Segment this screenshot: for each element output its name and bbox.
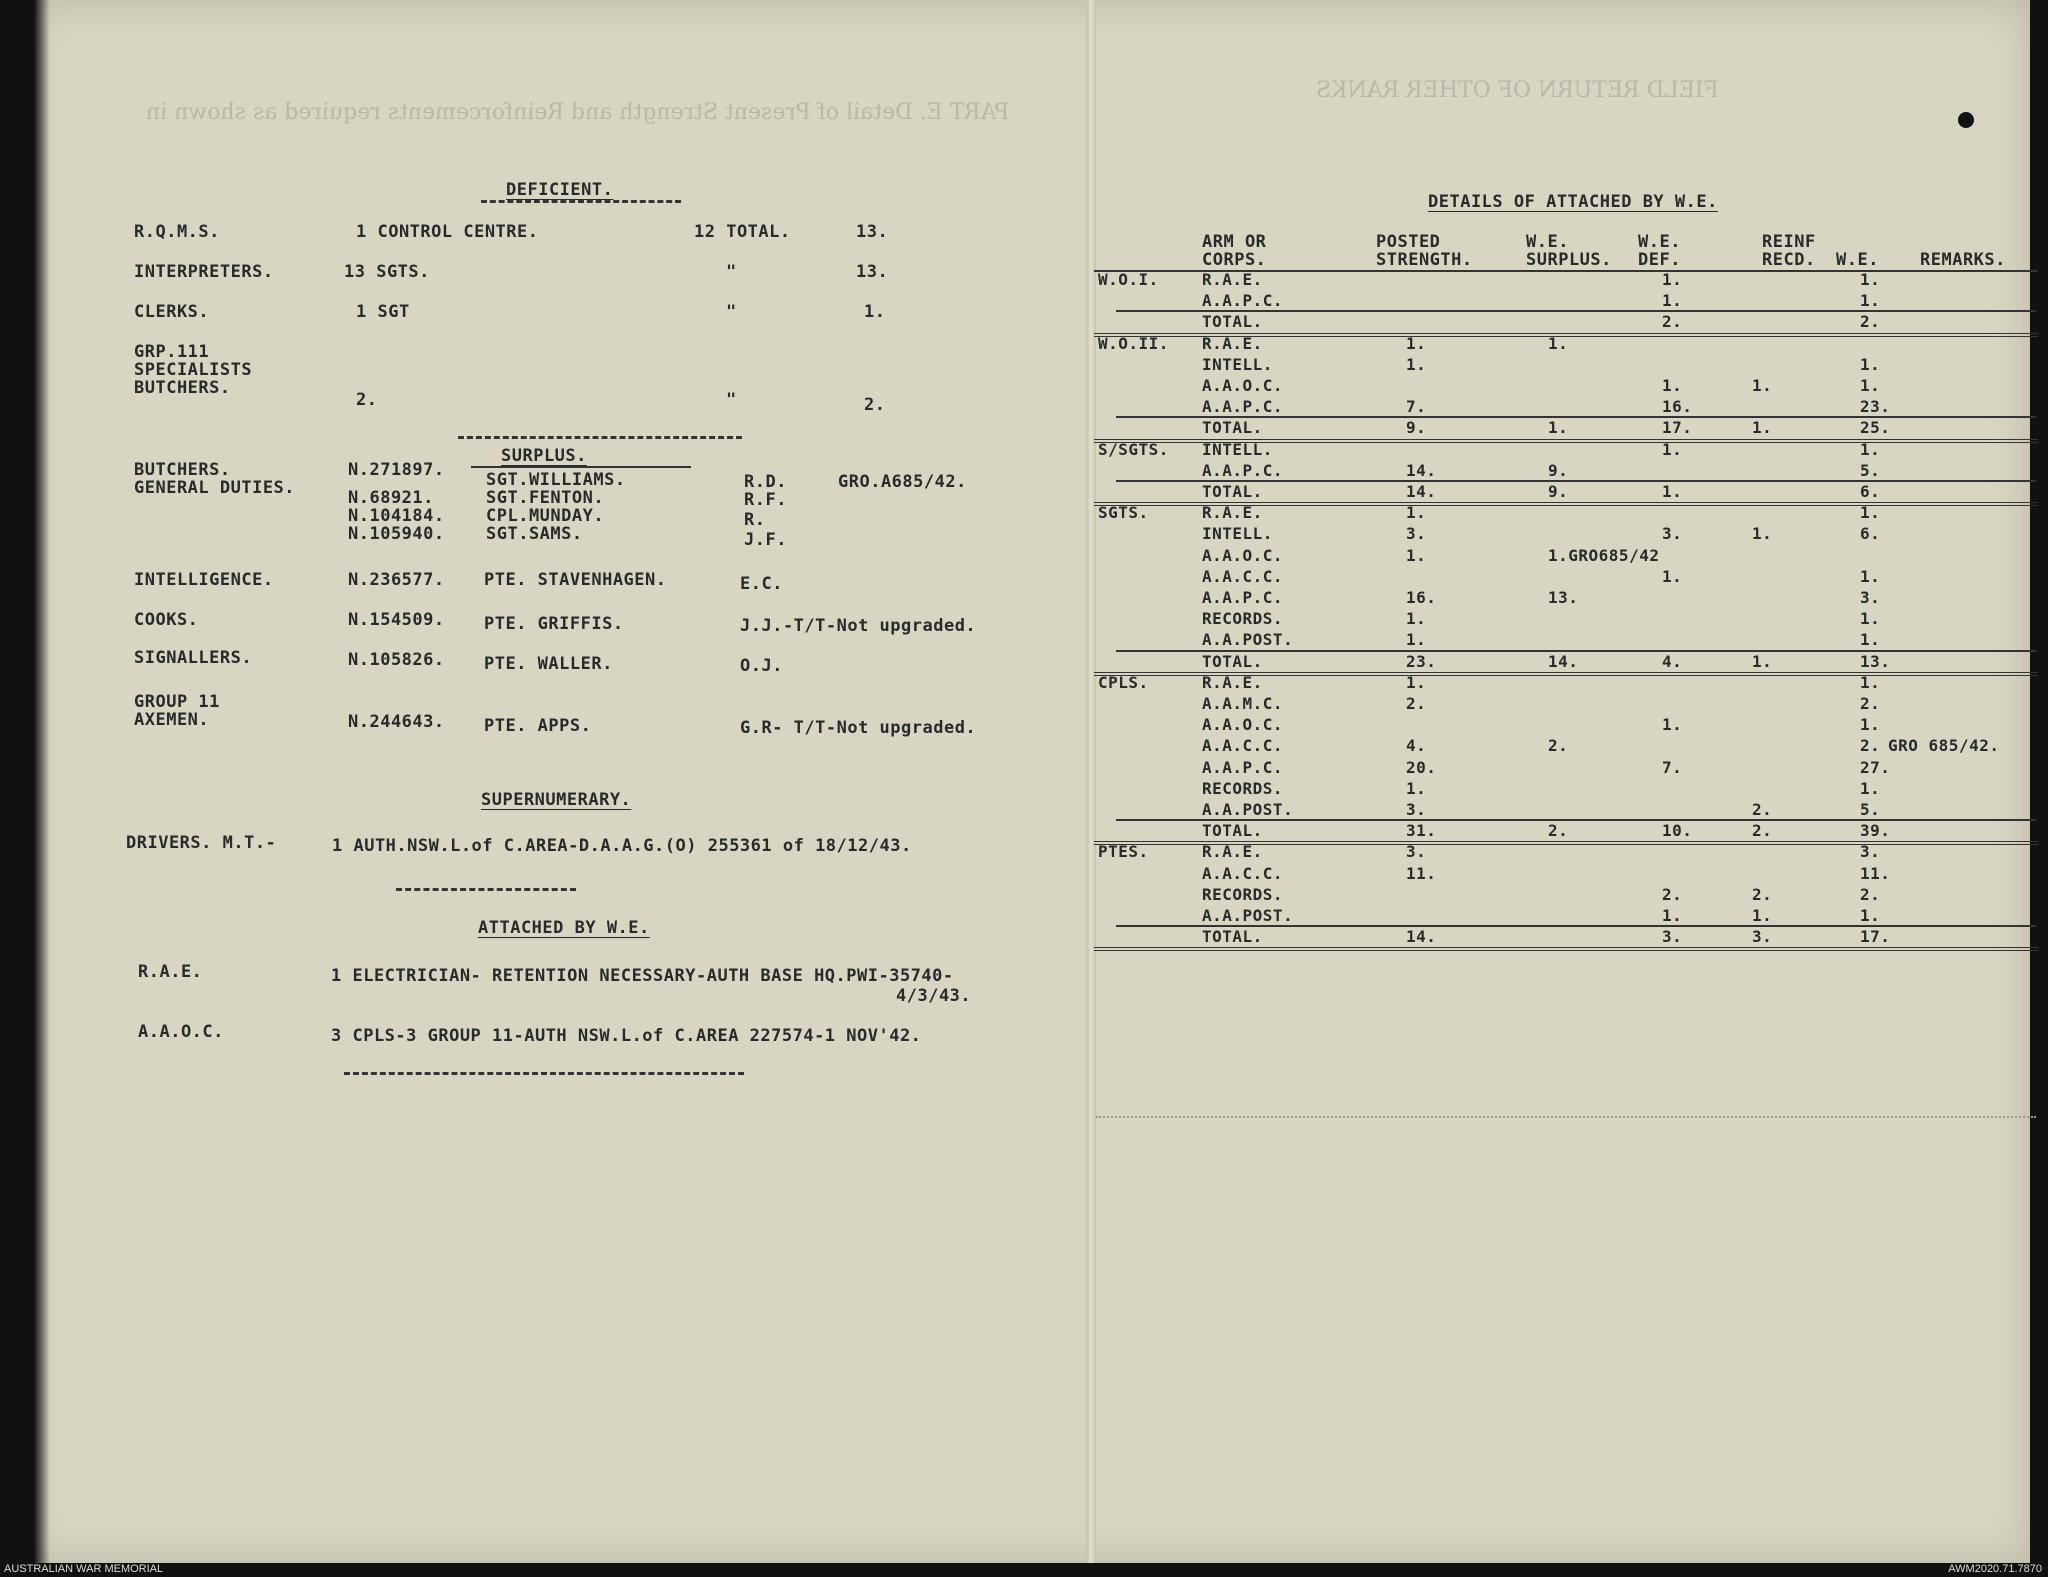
cell-rank: PTES. — [1098, 842, 1149, 862]
other-name: PTE. WALLER. — [484, 654, 613, 674]
heading-deficient: DEFICIENT. — [506, 180, 614, 200]
cell-corps: R.A.E. — [1202, 333, 1263, 353]
attached-detail: 3 CPLS-3 GROUP 11-AUTH NSW.L.of C.AREA 227574-1 NOV'42. — [331, 1026, 922, 1046]
bleed-through-title: FIELD RETURN OF OTHER RANKS — [1316, 78, 1719, 103]
cell-posted: 14. — [1406, 482, 1437, 501]
cell-corps: TOTAL. — [1202, 312, 1263, 332]
cell-corps: A.A.POST. — [1202, 906, 1294, 925]
cell-corps: TOTAL. — [1202, 418, 1263, 438]
deficient-role: GRP.111 — [134, 342, 210, 362]
cell-surplus: 9. — [1548, 460, 1569, 480]
cell-corps: A.A.P.C. — [1202, 757, 1284, 777]
surplus-code: R. — [744, 510, 766, 530]
other-code: J.J.-T/T-Not upgraded. — [740, 616, 977, 636]
cell-def: 1. — [1662, 270, 1683, 289]
cell-def: 1. — [1662, 715, 1683, 735]
cell-def: 1. — [1662, 376, 1683, 395]
cell-corps: R.A.E. — [1202, 503, 1263, 523]
footer-right: AWM2020.71.7870 — [1948, 1563, 2042, 1575]
cell-posted: 14. — [1406, 927, 1437, 947]
deficient-note: " — [726, 302, 737, 322]
cell-we: 1. — [1860, 672, 1881, 692]
column-header: CORPS. — [1202, 250, 1267, 270]
divider — [471, 466, 691, 468]
cell-we: 1. — [1860, 778, 1881, 798]
cell-we: 17. — [1860, 927, 1891, 947]
cell-posted: 1. — [1406, 333, 1427, 353]
cell-posted: 3. — [1406, 524, 1427, 544]
cell-posted: 1. — [1406, 778, 1427, 798]
cell-surplus: 1. — [1548, 418, 1569, 438]
cell-posted: 2. — [1406, 694, 1427, 713]
cell-corps: A.A.P.C. — [1202, 588, 1284, 607]
deficient-role: BUTCHERS. — [134, 378, 231, 398]
attached-corps: R.A.E. — [138, 962, 203, 982]
cell-posted: 23. — [1406, 651, 1437, 671]
cell-posted: 1. — [1406, 503, 1427, 523]
cell-posted: 9. — [1406, 418, 1427, 438]
surplus-number: N.271897. — [348, 460, 445, 480]
cell-def: 2. — [1662, 312, 1683, 332]
cell-we: 1. — [1860, 630, 1881, 650]
cell-corps: TOTAL. — [1202, 821, 1263, 841]
column-header: REINF — [1762, 232, 1816, 252]
surplus-name: CPL.MUNDAY. — [486, 506, 605, 526]
cell-corps: A.A.P.C. — [1202, 460, 1284, 480]
cell-we: 11. — [1860, 863, 1891, 883]
cell-we: 1. — [1860, 906, 1881, 925]
attached-corps: A.A.O.C. — [138, 1022, 224, 1042]
cell-corps: A.A.POST. — [1202, 800, 1294, 819]
footer-left: AUSTRALIAN WAR MEMORIAL — [4, 1563, 164, 1575]
cell-we: 1. — [1860, 715, 1881, 735]
cell-surplus: 9. — [1548, 482, 1569, 501]
cell-corps: RECORDS. — [1202, 609, 1284, 629]
cell-def: 7. — [1662, 757, 1683, 777]
cell-posted: 1. — [1406, 354, 1427, 374]
cell-def: 17. — [1662, 418, 1693, 438]
document-sheet — [26, 0, 2030, 1563]
cell-we: 2. — [1860, 694, 1881, 713]
cell-we: 1. — [1860, 270, 1881, 289]
deficient-note: " — [726, 262, 737, 282]
deficient-detail: 2. — [356, 390, 378, 410]
cell-we: 1. — [1860, 376, 1881, 395]
other-name: PTE. STAVENHAGEN. — [484, 570, 667, 590]
other-name: PTE. APPS. — [484, 716, 592, 736]
cell-recd: 1. — [1752, 524, 1773, 544]
column-header: REMARKS. — [1920, 250, 2006, 270]
deficient-role: SPECIALISTS — [134, 360, 253, 380]
cell-surplus: 2. — [1548, 821, 1569, 841]
cell-recd: 2. — [1752, 884, 1773, 904]
cell-rank: S/SGTS. — [1098, 439, 1169, 459]
other-number: N.154509. — [348, 610, 445, 630]
cell-we: 1. — [1860, 439, 1881, 459]
heading-supernumerary: SUPERNUMERARY. — [481, 790, 632, 810]
column-header: SURPLUS. — [1526, 250, 1612, 270]
divider — [481, 200, 681, 203]
column-header: RECD. — [1762, 250, 1816, 270]
column-header: W.E. — [1526, 232, 1569, 252]
surplus-name: SGT.SAMS. — [486, 524, 583, 544]
cell-def: 3. — [1662, 927, 1683, 947]
cell-def: 1. — [1662, 482, 1683, 501]
cell-posted: 1. — [1406, 545, 1427, 565]
cell-surplus: 14. — [1548, 651, 1579, 671]
attached-detail: 4/3/43. — [896, 986, 972, 1006]
cell-posted: 3. — [1406, 842, 1427, 862]
other-number: N.105826. — [348, 650, 445, 670]
cell-corps: A.A.P.C. — [1202, 291, 1284, 311]
deficient-count: 13. — [856, 222, 889, 242]
torn-edge — [26, 0, 66, 1563]
cell-def: 1. — [1662, 566, 1683, 586]
other-role: GROUP 11 — [134, 692, 220, 712]
cell-recd: 2. — [1752, 800, 1773, 819]
cell-we: 1. — [1860, 503, 1881, 523]
cell-def: 10. — [1662, 821, 1693, 841]
attached-detail: 1 ELECTRICIAN- RETENTION NECESSARY-AUTH BASE HQ.PWI-35740- — [331, 966, 954, 986]
column-header: W.E. — [1638, 232, 1681, 252]
cell-corps: RECORDS. — [1202, 778, 1284, 798]
cell-surplus: 1.GRO685/42 — [1548, 545, 1660, 565]
cell-posted: 31. — [1406, 821, 1437, 841]
cell-posted: 1. — [1406, 672, 1427, 692]
cell-we: 1. — [1860, 609, 1881, 629]
surplus-ref: GRO.A685/42. — [838, 472, 967, 492]
perforation — [1096, 1116, 2036, 1118]
divider — [344, 1072, 744, 1075]
surplus-role: GENERAL DUTIES. — [134, 478, 296, 498]
supernumerary-detail: 1 AUTH.NSW.L.of C.AREA-D.A.A.G.(O) 255361 of 18/12/43. — [332, 836, 912, 856]
other-code: E.C. — [740, 574, 783, 594]
deficient-count: 2. — [864, 395, 886, 415]
cell-we: 3. — [1860, 588, 1881, 607]
cell-corps: A.A.C.C. — [1202, 566, 1284, 586]
deficient-count: 1. — [864, 302, 886, 322]
cell-we: 39. — [1860, 821, 1891, 841]
cell-def: 1. — [1662, 291, 1683, 311]
deficient-detail: 1 CONTROL CENTRE. — [356, 222, 539, 242]
cell-recd: 1. — [1752, 651, 1773, 671]
cell-remarks: GRO 685/42. — [1888, 736, 2000, 756]
surplus-code: R.D. — [744, 472, 787, 492]
other-name: PTE. GRIFFIS. — [484, 614, 624, 634]
punch-hole — [1958, 112, 1974, 128]
cell-corps: A.A.M.C. — [1202, 694, 1284, 713]
cell-recd: 3. — [1752, 927, 1773, 947]
cell-corps: TOTAL. — [1202, 482, 1263, 501]
deficient-count: 13. — [856, 262, 889, 282]
cell-corps: INTELL. — [1202, 524, 1273, 544]
cell-we: 6. — [1860, 524, 1881, 544]
cell-corps: INTELL. — [1202, 354, 1273, 374]
cell-corps: TOTAL. — [1202, 927, 1263, 947]
cell-corps: A.A.P.C. — [1202, 397, 1284, 417]
cell-posted: 3. — [1406, 800, 1427, 819]
other-number: N.236577. — [348, 570, 445, 590]
surplus-code: J.F. — [744, 530, 787, 550]
surplus-name: SGT.FENTON. — [486, 488, 605, 508]
cell-surplus: 1. — [1548, 333, 1569, 353]
other-number: N.244643. — [348, 712, 445, 732]
cell-posted: 11. — [1406, 863, 1437, 883]
deficient-detail: 1 SGT — [356, 302, 410, 322]
cell-surplus: 13. — [1548, 588, 1579, 607]
cell-def: 3. — [1662, 524, 1683, 544]
other-code: G.R- T/T-Not upgraded. — [740, 718, 977, 738]
cell-we: 5. — [1860, 800, 1881, 819]
cell-corps: RECORDS. — [1202, 884, 1284, 904]
cell-corps: A.A.C.C. — [1202, 863, 1284, 883]
cell-posted: 4. — [1406, 736, 1427, 756]
divider — [458, 436, 742, 439]
other-role: AXEMEN. — [134, 710, 210, 730]
heading-attached: ATTACHED BY W.E. — [478, 918, 650, 938]
surplus-name: SGT.WILLIAMS. — [486, 470, 626, 490]
column-header: DEF. — [1638, 250, 1681, 270]
cell-corps: A.A.O.C. — [1202, 376, 1284, 395]
divider — [396, 888, 576, 891]
cell-corps: A.A.C.C. — [1202, 736, 1284, 756]
cell-posted: 14. — [1406, 460, 1437, 480]
cell-we: 2. — [1860, 312, 1881, 332]
cell-recd: 1. — [1752, 906, 1773, 925]
cell-corps: A.A.POST. — [1202, 630, 1294, 650]
cell-def: 16. — [1662, 397, 1693, 417]
cell-corps: INTELL. — [1202, 439, 1273, 459]
footer-bar — [0, 1563, 2048, 1577]
bleed-through-part-e: PART E. Detail of Present Strength and Reinforcements required as shown in — [146, 100, 1010, 125]
heading-surplus: SURPLUS. — [501, 446, 587, 466]
deficient-role: R.Q.M.S. — [134, 222, 220, 242]
other-role: INTELLIGENCE. — [134, 570, 274, 590]
cell-we: 2. — [1860, 884, 1881, 904]
column-header: ARM OR — [1202, 232, 1267, 252]
column-header: W.E. — [1836, 250, 1879, 270]
cell-rank: SGTS. — [1098, 503, 1149, 523]
cell-we: 27. — [1860, 757, 1891, 777]
surplus-number: N.105940. — [348, 524, 445, 544]
page-fold — [1086, 0, 1096, 1563]
cell-corps: R.A.E. — [1202, 842, 1263, 862]
cell-we: 3. — [1860, 842, 1881, 862]
other-role: SIGNALLERS. — [134, 648, 253, 668]
column-header: STRENGTH. — [1376, 250, 1473, 270]
surplus-number: N.104184. — [348, 506, 445, 526]
cell-we: 23. — [1860, 397, 1891, 417]
cell-def: 1. — [1662, 906, 1683, 925]
cell-rank: CPLS. — [1098, 672, 1149, 692]
cell-we: 1. — [1860, 291, 1881, 311]
cell-def: 2. — [1662, 884, 1683, 904]
deficient-note: 12 TOTAL. — [694, 222, 791, 242]
surplus-number: N.68921. — [348, 488, 434, 508]
cell-corps: TOTAL. — [1202, 651, 1263, 671]
supernumerary-role: DRIVERS. M.T.- — [126, 833, 277, 853]
header-rule — [1094, 270, 2038, 272]
cell-posted: 1. — [1406, 609, 1427, 629]
heading-details-attached: DETAILS OF ATTACHED BY W.E. — [1428, 192, 1718, 212]
cell-we: 25. — [1860, 418, 1891, 438]
cell-posted: 20. — [1406, 757, 1437, 777]
total-rule — [1094, 947, 2038, 951]
cell-posted: 7. — [1406, 397, 1427, 417]
cell-recd: 2. — [1752, 821, 1773, 841]
cell-corps: A.A.O.C. — [1202, 715, 1284, 735]
cell-recd: 1. — [1752, 418, 1773, 438]
column-header: POSTED — [1376, 232, 1441, 252]
cell-def: 4. — [1662, 651, 1683, 671]
cell-we: 1. — [1860, 566, 1881, 586]
deficient-note: " — [726, 390, 737, 410]
cell-corps: R.A.E. — [1202, 672, 1263, 692]
cell-we: 6. — [1860, 482, 1881, 501]
other-role: COOKS. — [134, 610, 199, 630]
cell-we: 13. — [1860, 651, 1891, 671]
cell-recd: 1. — [1752, 376, 1773, 395]
cell-rank: W.O.I. — [1098, 270, 1159, 289]
surplus-code: R.F. — [744, 490, 787, 510]
cell-surplus: 2. — [1548, 736, 1569, 756]
cell-we: 1. — [1860, 354, 1881, 374]
deficient-role: INTERPRETERS. — [134, 262, 274, 282]
cell-posted: 16. — [1406, 588, 1437, 607]
cell-corps: R.A.E. — [1202, 270, 1263, 289]
cell-we: 2. — [1860, 736, 1881, 756]
surplus-role: BUTCHERS. — [134, 460, 231, 480]
cell-corps: A.A.O.C. — [1202, 545, 1284, 565]
deficient-role: CLERKS. — [134, 302, 210, 322]
cell-posted: 1. — [1406, 630, 1427, 650]
deficient-detail: 13 SGTS. — [344, 262, 430, 282]
other-code: O.J. — [740, 656, 783, 676]
cell-def: 1. — [1662, 439, 1683, 459]
cell-we: 5. — [1860, 460, 1881, 480]
cell-rank: W.O.II. — [1098, 333, 1169, 353]
